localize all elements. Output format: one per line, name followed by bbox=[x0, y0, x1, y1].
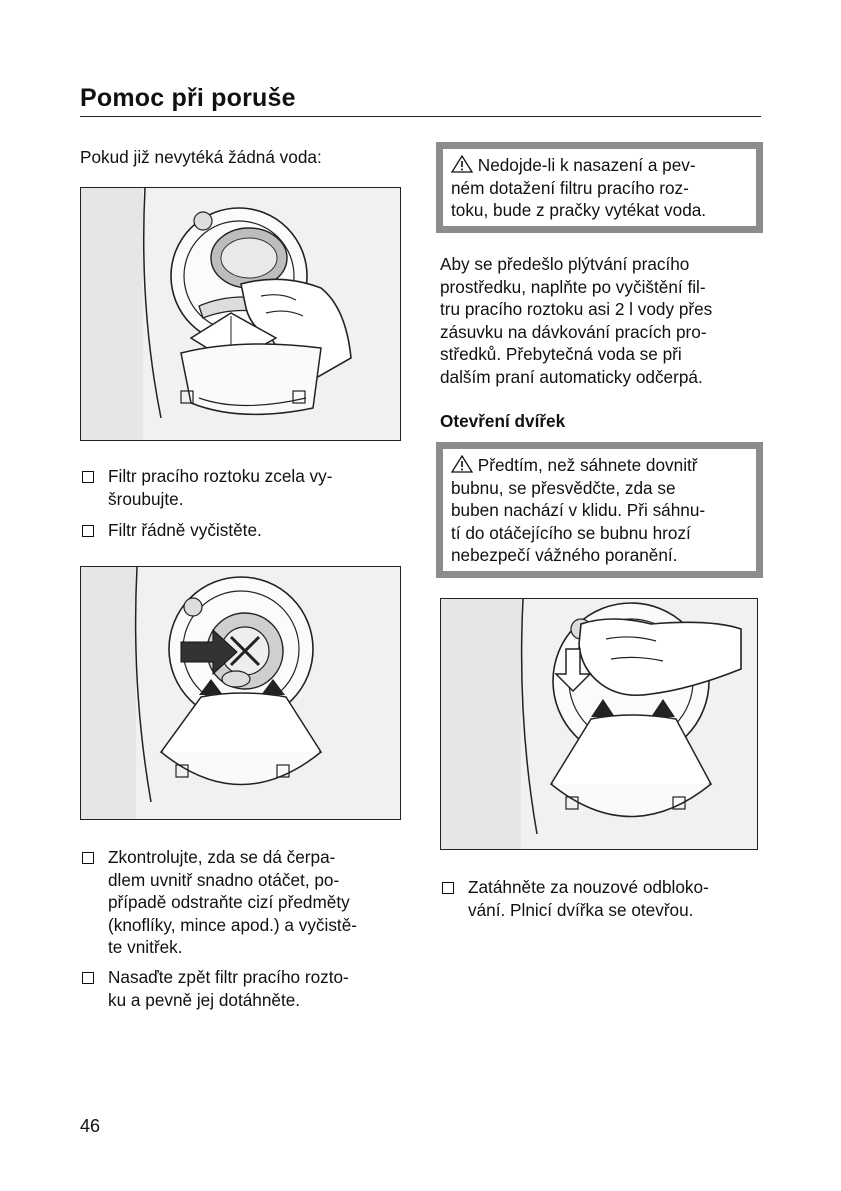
figure-pump-check bbox=[80, 566, 401, 820]
section-heading: Otevření dvířek bbox=[440, 411, 566, 431]
figure-emergency-release bbox=[440, 598, 758, 850]
list-item: Nasaďte zpět filtr pracího rozto- ku a pevně jej dotáhněte. bbox=[80, 966, 428, 1011]
checkbox-bullet-icon bbox=[442, 882, 454, 894]
checkbox-bullet-icon bbox=[82, 471, 94, 483]
list-item: Zatáhněte za nouzové odbloko- vání. Plnicí dvířka se otevřou. bbox=[440, 876, 788, 921]
warning-triangle-icon bbox=[451, 455, 473, 473]
page-title: Pomoc při poruše bbox=[80, 84, 296, 112]
title-divider bbox=[80, 116, 761, 117]
warning-box-drum: Předtím, než sáhnete dovnitř bubnu, se přesvědčte, zda se buben nachází v klidu. Při sáhnu- tí do otáčejícího se bubnu hrozí nebezpečí vážného poranění. bbox=[436, 442, 763, 578]
page-number: 46 bbox=[80, 1116, 101, 1136]
list-item: Filtr pracího roztoku zcela vy- šroubujte. bbox=[80, 465, 408, 510]
warning-box-filter: Nedojde-li k nasazení a pev- ném dotažení filtru pracího roz- toku, bude z pračky vytékat voda. bbox=[436, 142, 763, 233]
list-item: Zkontrolujte, zda se dá čerpa- dlem uvnitř snadno otáčet, po- případě odstraňte cizí předměty (knoflíky, mince apod.) a vyčistě- te vnitřek. bbox=[80, 846, 428, 959]
checkbox-bullet-icon bbox=[82, 525, 94, 537]
checkbox-bullet-icon bbox=[82, 972, 94, 984]
figure-filter-unscrew bbox=[80, 187, 401, 441]
checkbox-bullet-icon bbox=[82, 852, 94, 864]
warning-triangle-icon bbox=[451, 155, 473, 173]
paragraph-detergent: Aby se předešlo plýtvání pracího prostředku, naplňte po vyčištění fil- tru pracího roztoku asi 2 l vody přes zásuvku na dávkování pracích pro- středků. Přebytečná voda se při dalším praní automaticky odčerpá. bbox=[440, 254, 713, 387]
list-item: Filtr řádně vyčistěte. bbox=[80, 519, 408, 542]
intro-text: Pokud již nevytéká žádná voda: bbox=[80, 147, 322, 167]
